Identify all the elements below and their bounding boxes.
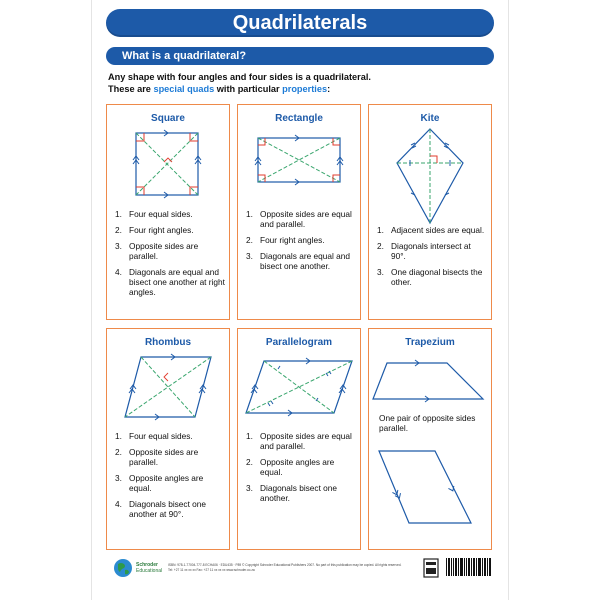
- card-kite: [368, 104, 492, 320]
- card-parallelogram: [237, 328, 361, 550]
- card-title: Square: [151, 113, 185, 124]
- publisher-brand: Schroder Educational: [136, 562, 163, 574]
- trapezium-property: One pair of opposite sides parallel.: [379, 413, 476, 433]
- card-trapezium: [368, 328, 492, 550]
- card-title: Rhombus: [144, 337, 192, 348]
- book-logo-icon: [422, 557, 440, 579]
- poster-title: Quadrilaterals: [106, 9, 494, 37]
- parallelogram-diagram: [238, 347, 360, 427]
- list-item: 4. Diagonals bisect one another at 90°.: [115, 499, 207, 519]
- card-title: Parallelogram: [265, 337, 333, 348]
- publisher-info: ISBN: 978-1-77004-777-8 ECHA06 · EDU435 · P89 © Copyright Schroder Educational Publishers 2007. No part of this publication may be copied. All rights reserved. Tel: +27 11 xx xx xx Fax: +27 11 xx xx xx www.schroder.co.za: [168, 563, 402, 572]
- list-item: 2. Opposite angles are equal.: [246, 457, 335, 477]
- list-item: 1. Opposite sides are equal and parallel.: [246, 209, 352, 229]
- list-item: 2. Opposite sides are parallel.: [115, 447, 199, 467]
- list-item: 1. Opposite sides are equal and parallel.: [246, 431, 352, 451]
- card-rectangle: [237, 104, 361, 320]
- square-properties: [115, 209, 225, 303]
- card-title: Trapezium: [405, 337, 455, 348]
- list-item: 1. Adjacent sides are equal.: [377, 225, 485, 235]
- parallelogram-properties: [246, 431, 356, 509]
- poster: [92, 0, 508, 600]
- trapezium-diagram-top: [369, 347, 491, 407]
- section-heading: What is a quadrilateral?: [106, 47, 494, 65]
- list-item: 4. Diagonals are equal and bisect one another at right angles.: [115, 267, 225, 297]
- kite-properties: [377, 225, 487, 293]
- card-square: [106, 104, 230, 320]
- barcode-icon: [444, 556, 494, 582]
- list-item: 1. Four equal sides.: [115, 209, 193, 219]
- intro-line-2: These are special quads with particular properties:: [108, 84, 331, 94]
- list-item: 2. Four right angles.: [246, 235, 325, 245]
- highlight-properties: properties: [282, 84, 328, 94]
- globe-logo-icon: [112, 557, 134, 579]
- highlight-special-quads: special quads: [153, 84, 215, 94]
- kite-diagram: [369, 123, 491, 227]
- list-item: 3. Diagonals are equal and bisect one another.: [246, 251, 350, 271]
- list-item: 3. One diagonal bisects the other.: [377, 267, 483, 287]
- rhombus-properties: [115, 431, 225, 525]
- intro-text: [108, 71, 498, 95]
- intro-line-1: Any shape with four angles and four sides is a quadrilateral.: [108, 72, 371, 82]
- list-item: 3. Diagonals bisect one another.: [246, 483, 338, 503]
- rectangle-properties: [246, 209, 356, 277]
- rhombus-diagram: [107, 347, 229, 427]
- list-item: 3. Opposite angles are equal.: [115, 473, 204, 493]
- list-item: 3. Opposite sides are parallel.: [115, 241, 199, 261]
- card-rhombus: [106, 328, 230, 550]
- list-item: 1. Four equal sides.: [115, 431, 193, 441]
- list-item: 2. Four right angles.: [115, 225, 194, 235]
- list-item: 2. Diagonals intersect at 90°.: [377, 241, 471, 261]
- square-diagram: [107, 123, 229, 207]
- rectangle-diagram: [238, 123, 360, 193]
- card-title: Rectangle: [275, 113, 323, 124]
- trapezium-diagram-bottom: [369, 443, 491, 539]
- card-title: Kite: [420, 113, 440, 124]
